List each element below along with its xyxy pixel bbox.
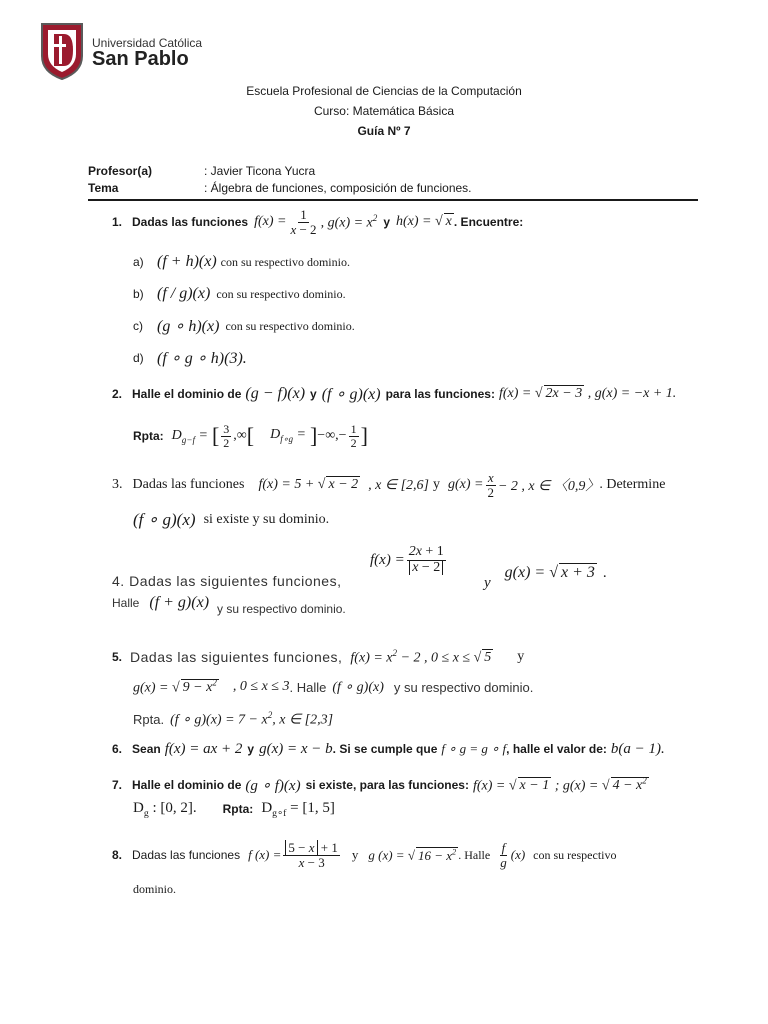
problem-1: 1. Dadas las funciones f(x) = $\frac{1}{x - 2}$ , $g(x) = x^2$ y h(x) = √ x . Encuentre: xyxy=(112,206,524,237)
problem-4: 4. Dadas las siguientes funciones, xyxy=(112,573,342,589)
problem-5: 5. Dadas las siguientes funciones, $f(x) = x^2 - 2$ , 0 ≤ x ≤ √ 5 y xyxy=(112,647,525,666)
professor-value: : Javier Ticona Yucra xyxy=(204,164,316,178)
problem-1a: a) (f + h)(x) con su respectivo dominio. xyxy=(133,253,350,270)
problem-8: 8. Dadas las funciones f (x) = $\frac{5 - x + 1}{x - 3}$ y g (x) = √ $16 - x^2$ . Halle $\frac{f}{g}$ (x) con su respectivo xyxy=(112,839,617,870)
header-rule xyxy=(88,199,698,201)
problem-number: 1. xyxy=(112,215,123,229)
topic-value: : Álgebra de funciones, composición de funciones. xyxy=(204,181,472,195)
problem-4-g: y g(x) = √ x + 3 . xyxy=(484,564,607,591)
problem-4-f: f(x) = $\frac{2x + 1}{x - 2}$ xyxy=(370,543,444,575)
school-title: Escuela Profesional de Ciencias de la Computación xyxy=(246,84,522,98)
problem-2: 2. Halle el dominio de (g − f)(x) y (f ∘ g)(x) para las funciones: f(x) = √ 2x − 3 , g(x) = −x + 1. xyxy=(112,385,677,403)
guide-title: Guía Nº 7 xyxy=(357,124,411,138)
problem-8-line2: dominio. xyxy=(133,882,177,896)
problem-3-line2: (f ∘ g)(x) si existe y su dominio. xyxy=(133,510,330,529)
professor-label: Profesor(a) xyxy=(88,164,153,178)
problem-3: 3. Dadas las funciones f(x) = 5 + √ x − 2 , x ∈ [2,6] y g(x) = $\frac{x}{2}$ − 2 , x ∈ 〈0,9〉 . Determine xyxy=(112,469,666,500)
problem-5-answer: Rpta. (f ∘ $g)(x) = 7 - x^2$, x ∈ [2,3] xyxy=(133,709,334,728)
problem-1c: c) (g ∘ h)(x) con su respectivo dominio. xyxy=(133,318,355,335)
problem-1d: d) (f ∘ g ∘ h)(3). xyxy=(133,350,247,367)
problem-7-line2: $D_g$ : [0, 2]. Rpta: $D_{g\circ f} = [1$, 5] xyxy=(133,799,335,819)
course-title: Curso: Matemática Básica xyxy=(313,104,455,118)
topic-label: Tema xyxy=(88,181,119,195)
problem-4-line2: Halle (f + g)(x) y su respectivo dominio. xyxy=(112,594,346,616)
problem-6: 6. Sean f(x) = ax + 2 y g(x) = x − b . Si se cumple que f ∘ g = g ∘ f , halle el valor de: b(a − 1). xyxy=(112,740,665,757)
problem-7: 7. Halle el dominio de (g ∘ f)(x) si existe, para las funciones: f(x) = √ x − 1 ; g(x) = √ $4 - x^2$ xyxy=(112,775,647,794)
university-name-line1: Universidad Católica xyxy=(92,36,203,50)
university-shield-logo xyxy=(40,22,84,80)
problem-1b: b) (f / g)(x) con su respectivo dominio. xyxy=(133,285,346,302)
problem-5-line2: g(x) = √ $9 - x^2$ , 0 ≤ x ≤ 3 . Halle (f ∘ g)(x) y su respectivo dominio. xyxy=(133,677,534,696)
problem-2-answer: Rpta: $D_{g-f}$ = [ $\frac{3}{2}$ ,∞ [ $D_{f\circ g}$ = ] −∞,− $\frac{1}{2}$ ] xyxy=(133,421,368,450)
problem-lead: Dadas las funciones xyxy=(132,215,249,229)
university-name-line2: San Pablo xyxy=(92,48,189,70)
